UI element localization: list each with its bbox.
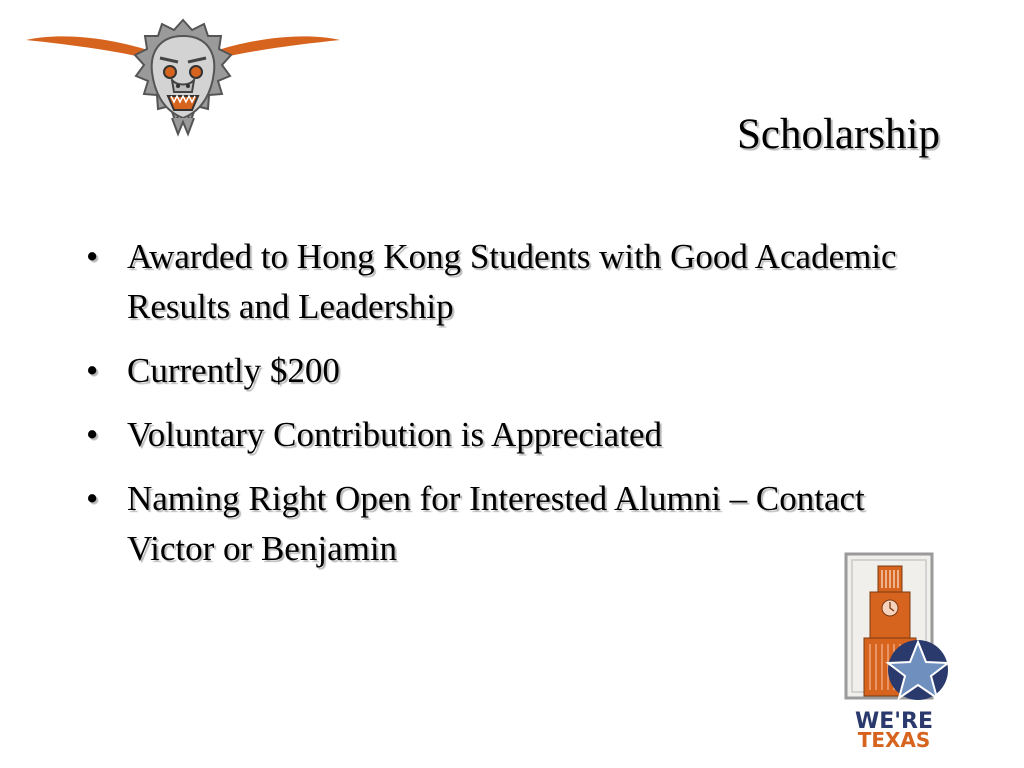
bullet-text: Awarded to Hong Kong Students with Good Academic Results and Leadership bbox=[127, 237, 897, 326]
bullet-text: Voluntary Contribution is Appreciated bbox=[127, 415, 662, 454]
bullet-item bbox=[86, 410, 946, 460]
bullet-dot: • bbox=[86, 479, 99, 518]
bullet-item bbox=[86, 474, 946, 574]
bullet-text: Currently $200 bbox=[127, 351, 340, 390]
bullet-dot: • bbox=[86, 237, 99, 276]
bullet-text: Naming Right Open for Interested Alumni – Contact Victor or Benjamin bbox=[127, 479, 865, 568]
bullet-dot: • bbox=[86, 415, 99, 454]
badge-text-were: WE'RE bbox=[855, 709, 933, 734]
bullet-dot: • bbox=[86, 351, 99, 390]
slide-title: Scholarship bbox=[736, 111, 940, 158]
bullet-item bbox=[86, 232, 946, 332]
bullet-list bbox=[86, 232, 946, 588]
longhorn-dragon-logo bbox=[22, 14, 344, 164]
bullet-item bbox=[86, 346, 946, 396]
badge-text-texas: TEXAS bbox=[857, 728, 931, 750]
were-texas-tower-logo bbox=[832, 550, 956, 750]
